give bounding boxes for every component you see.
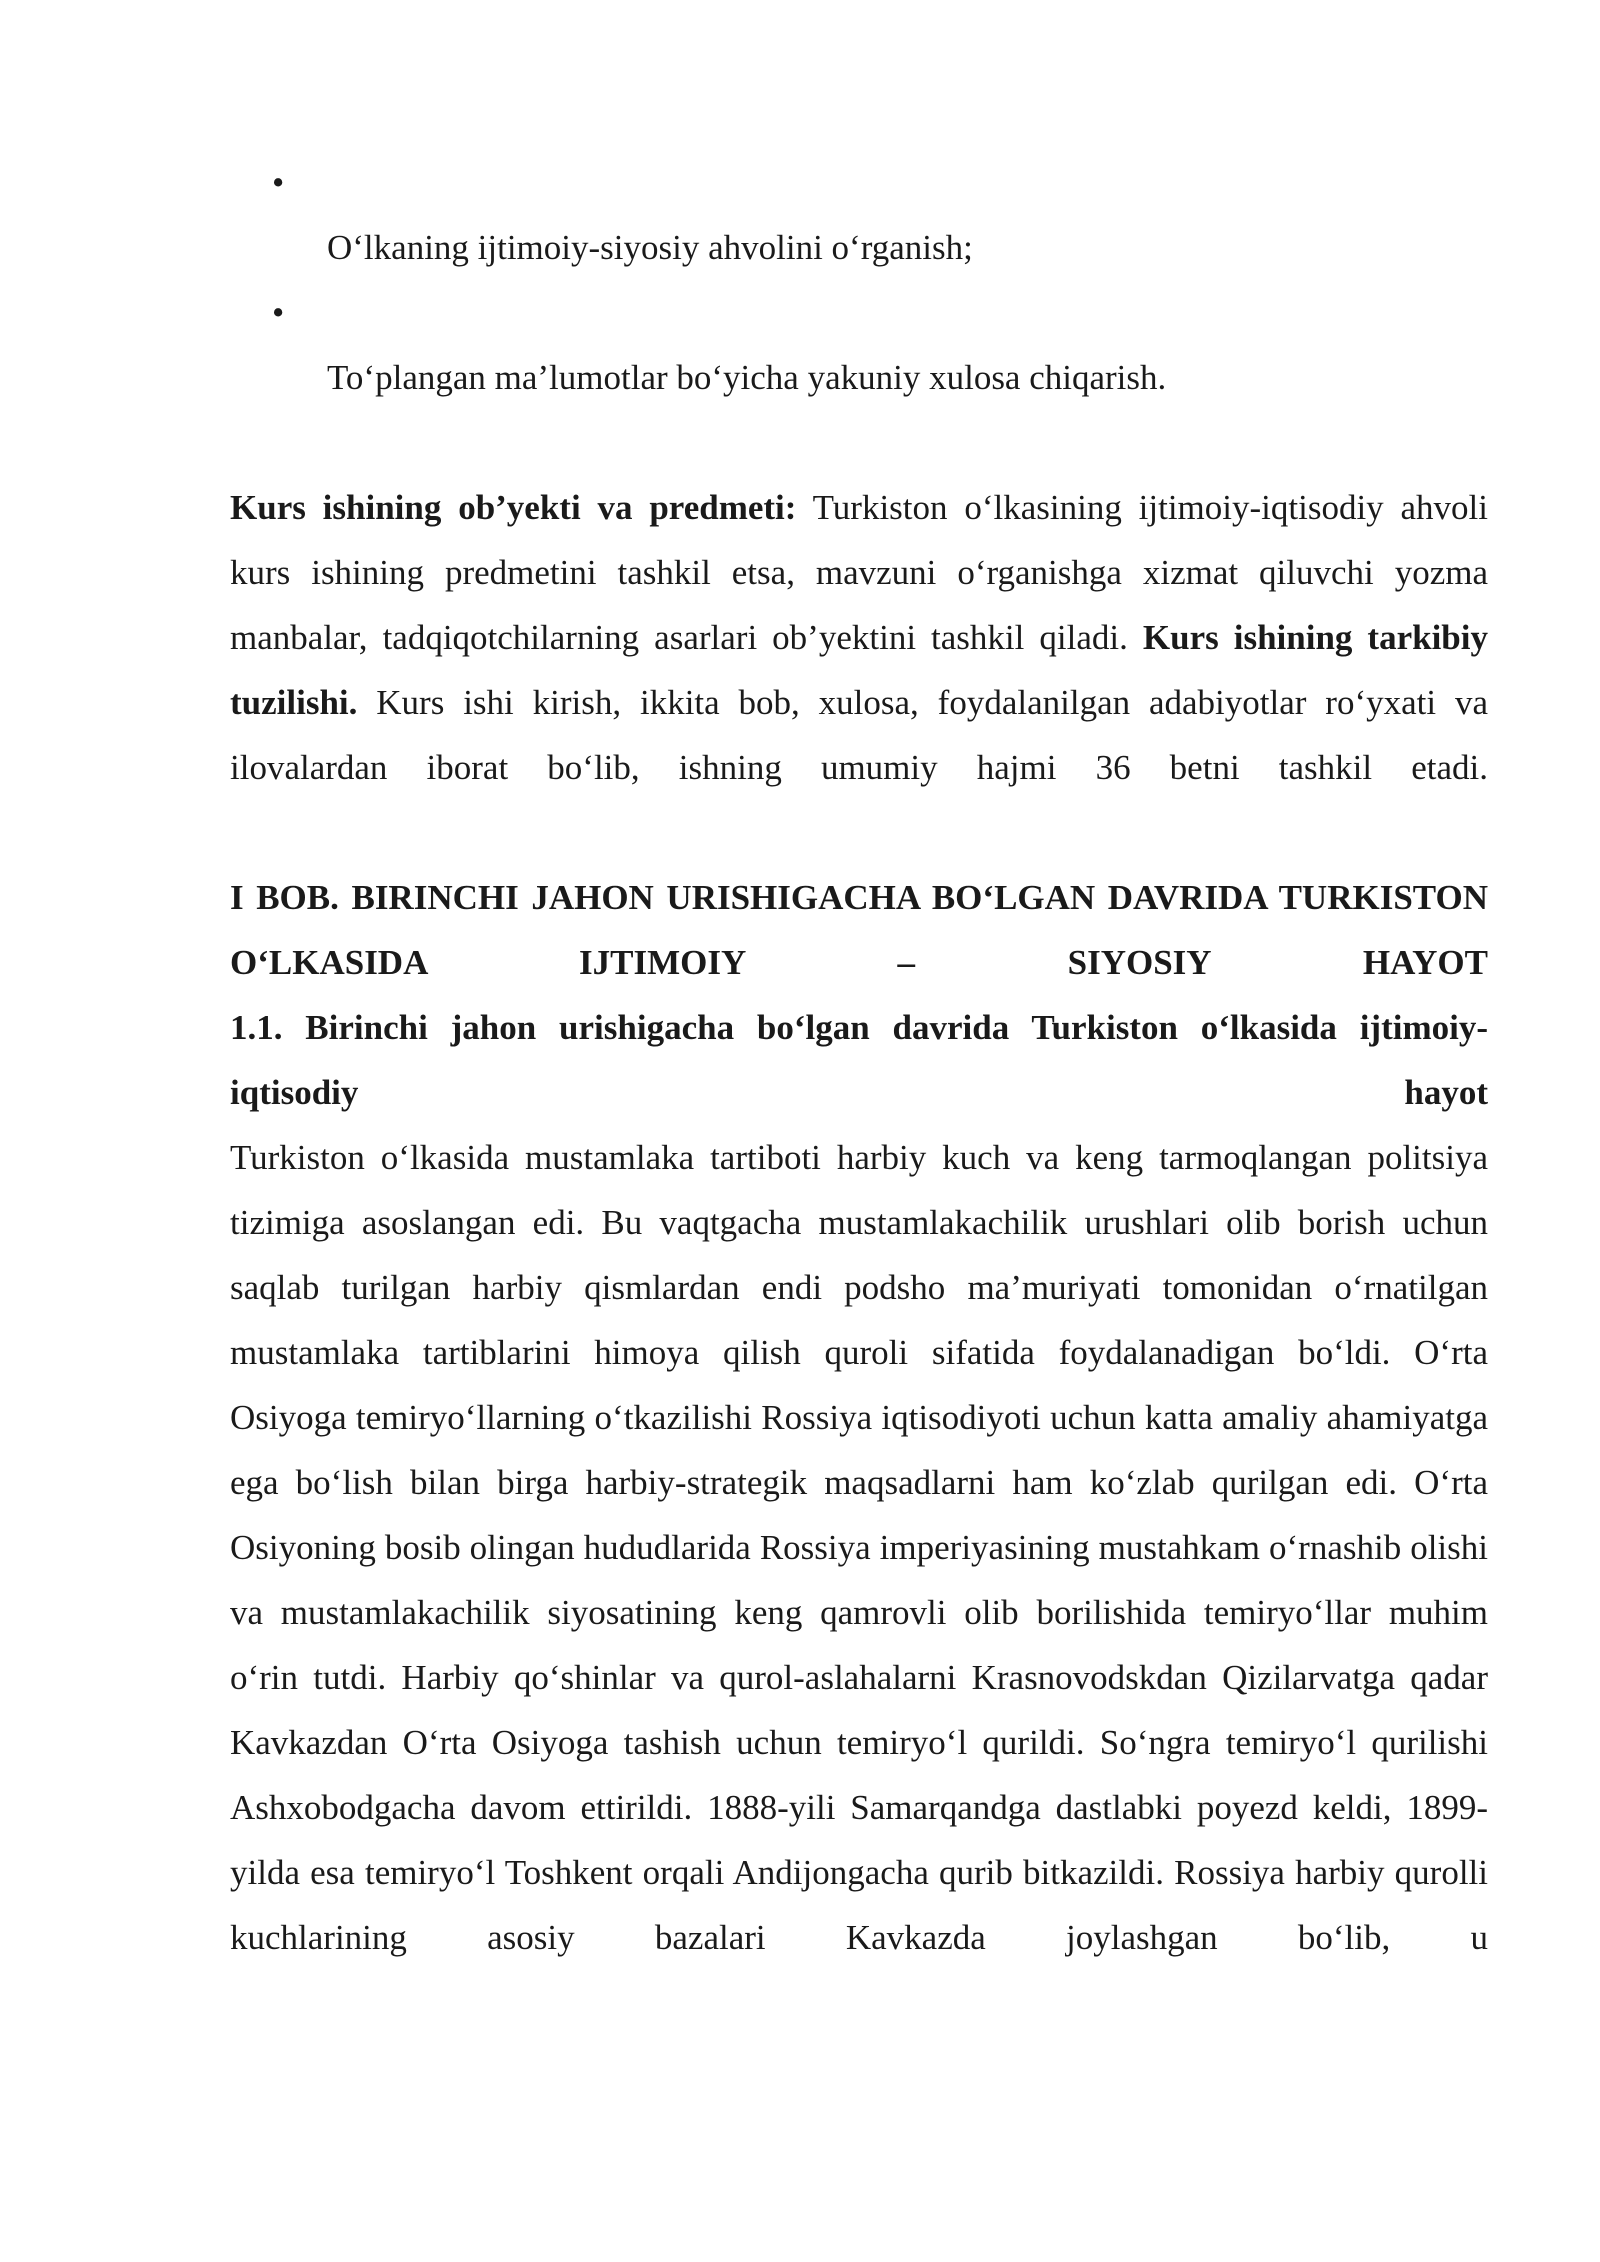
structure-text: Kurs ishi kirish, ikkita bob, xulosa, foydalanilgan adabiyotlar ro‘yxati va ilovalardan iborat bo‘lib, ishning umumiy hajmi 36 betni tashkil etadi. [230, 683, 1488, 787]
spacer [230, 800, 1488, 865]
bullet-marker: • [272, 293, 285, 332]
bullet-text: O‘lkaning ijtimoiy-siyosiy ahvolini o‘rganish; [327, 228, 973, 267]
bullet-marker: • [272, 163, 285, 202]
chapter-title: I BOB. BIRINCHI JAHON URISHIGACHA BO‘LGAN DAVRIDA TURKISTON O‘LKASIDA IJTIMOIY – SIYOSIY HAYOT [230, 878, 1488, 982]
bullet-item [230, 150, 1488, 280]
object-label: Kurs ishining ob’yekti va predmeti: [230, 488, 797, 527]
spacer [230, 410, 1488, 475]
structure-label: Kurs ishining tarkibiy tuzilishi. [230, 618, 1489, 722]
bullet-item [230, 280, 1488, 410]
body-paragraph: Turkiston o‘lkasida mustamlaka tartiboti harbiy kuch va keng tarmoqlangan politsiya tizimiga asoslangan edi. Bu vaqtgacha mustamlakachilik urushlari olib borish uchun saqlab turilgan harbiy qismlardan endi podsho ma’muriyati tomonidan o‘rnatilgan mustamlaka tartiblarini himoya qilish quroli sifatida foydalanadigan bo‘ldi. O‘rta Osiyoga temiryo‘llarning o‘tkazilishi Rossiya iqtisodiyoti uchun katta amaliy ahamiyatga ega bo‘lish bilan birga harbiy-strategik maqsadlarni ham ko‘zlab qurilgan edi. O‘rta Osiyoning bosib olingan hududlarida Rossiya imperiyasining mustahkam o‘rnashib olishi va mustamlakachilik siyosatining keng qamrovli olib borilishida temiryo‘llar muhim o‘rin tutdi. Harbiy qo‘shinlar va qurol-aslahalarni Krasnovodskdan Qizilarvatga qadar Kavkazdan O‘rta Osiyoga tashish uchun temiryo‘l qurildi. So‘ngra temiryo‘l qurilishi Ashxobodgacha davom ettirildi. 1888-yili Samarqandga dastlabki poyezd keldi, 1899-yilda esa temiryo‘l Toshkent orqali Andijongacha qurib bitkazildi. Rossiya harbiy qurolli kuchlarining asosiy bazalari Kavkazda joylashgan bo‘lib, u [230, 1138, 1488, 1957]
bullet-text: To‘plangan ma’lumotlar bo‘yicha yakuniy xulosa chiqarish. [327, 358, 1167, 397]
document-page [230, 150, 1488, 1970]
section-title: 1.1. Birinchi jahon urishigacha bo‘lgan davrida Turkiston o‘lkasida ijtimoiy-iqtisodiy hayot [230, 1008, 1488, 1112]
object-paragraph [230, 475, 1488, 800]
object-text: Turkiston o‘lkasining ijtimoiy-iqtisodiy ahvoli kurs ishining predmetini tashkil etsa, mavzuni o‘rganishga xizmat qiluvchi yozma manbalar, tadqiqotchilarning asarlari ob’yektini tashkil qiladi. [230, 488, 1488, 657]
